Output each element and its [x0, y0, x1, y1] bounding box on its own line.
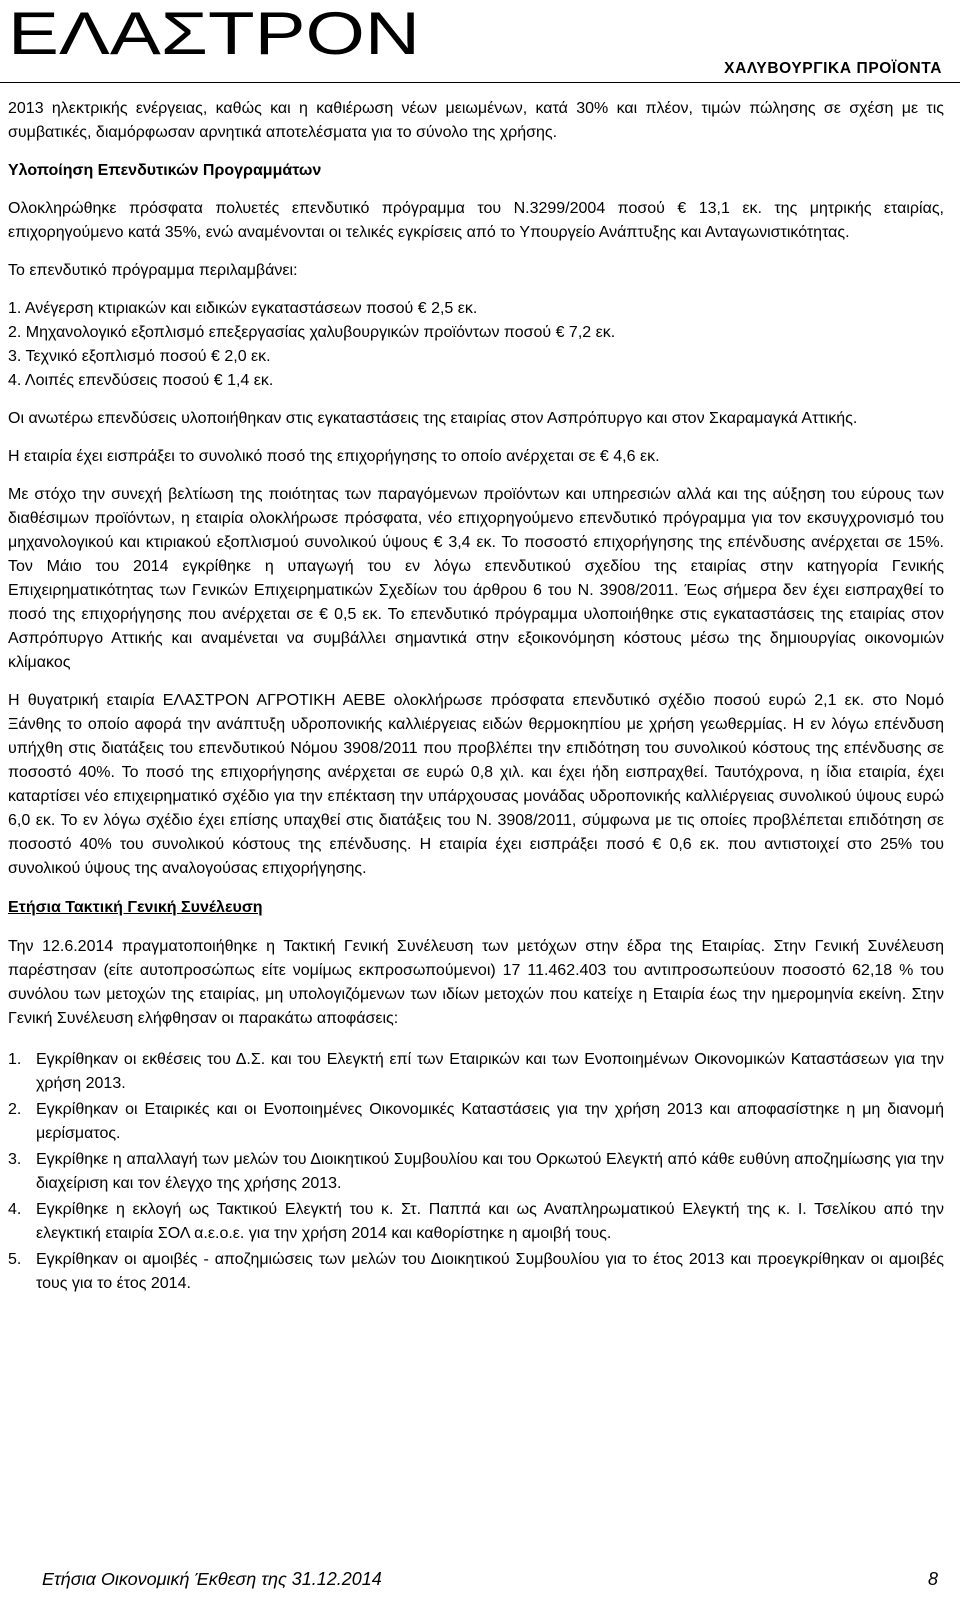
list-item: 4. Λοιπές επενδύσεις ποσού € 1,4 εκ.	[8, 372, 274, 389]
list-item: 3. Τεχνικό εξοπλισμό ποσού € 2,0 εκ.	[8, 348, 271, 365]
decision-number: 1.	[8, 1051, 22, 1068]
page-header	[0, 0, 960, 82]
agm-paragraph: Την 12.6.2014 πραγματοποιήθηκε η Τακτική Γενική Συνέλευση των μετόχων στην έδρα της Εταιρίας. Στην Γενική Συνέλευση παρέστησαν (είτε αυτοπροσώπως είτε νομίμως εκπροσωπούμενοι) 17 11.462.403 του αντιπροσωπεύουν ποσοστό 62,18 % του συνόλου των μετοχών της εταιρίας, μη υπολογιζόμενων των ιδίων μετοχών που κατείχε η Εταιρία έως την ημερομηνία εκείνη. Στην Γενική Συνέλευση ελήφθησαν οι παρακάτω αποφάσεις:	[8, 938, 944, 1027]
agm-heading: Ετήσια Τακτική Γενική Συνέλευση	[8, 899, 263, 916]
decision-item	[8, 1148, 944, 1196]
elastron-logo	[8, 4, 428, 60]
page-number: 8	[927, 1569, 938, 1589]
investments-paragraph-4: Με στόχο την συνεχή βελτίωση της ποιότητας των παραγόμενων προϊόντων και υπηρεσιών αλλά και της αύξηση του εύρους των διαθέσιμων προϊόντων, η εταιρία ολοκλήρωσε πρόσφατα, νέο επιχορηγούμενο επενδυτικό πρόγραμμα για τον εκσυγχρονισμό του μηχανολογικού και κτιριακού εξοπλισμού συνολικού ύψους € 3,4 εκ. Το ποσοστό επιχορήγησης της επένδυσης ανέρχεται σε 15%. Τον Μάιο του 2014 εγκρίθηκε η υπαγωγή του εν λόγω επενδυτικού σχεδίου της εταιρίας στην κατηγορία Γενικής Επιχειρηματικότητας των Γενικών Επιχειρηματικών Σχεδίων του άρθρου 6 του Ν. 3908/2011. Έως σήμερα δεν έχει εισπραχθεί το ποσό της επιχορήγησης που ανέρχεται σε € 0,5 εκ. Το επενδυτικό πρόγραμμα υλοποιήθηκε στις εγκαταστάσεις της εταιρίας στον Ασπρόπυργο Αττικής και αναμένεται να συμβάλλει σημαντικά στην εξοικονόμηση κόστους μέσω της δημιουργίας οικονομιών κλίμακος	[8, 486, 944, 671]
header-subtitle: ΧΑΛΥΒΟΥΡΓΙΚΑ ΠΡΟΪΟΝΤΑ	[724, 60, 942, 77]
investments-paragraph-2: Οι ανωτέρω επενδύσεις υλοποιήθηκαν στις εγκαταστάσεις της εταιρίας στον Ασπρόπυργο και στον Σκαραμαγκά Αττικής.	[8, 410, 858, 427]
investments-heading: Υλοποίηση Επενδυτικών Προγραμμάτων	[8, 162, 322, 179]
agm-decisions-list	[8, 1048, 944, 1296]
decision-text: Εγκρίθηκαν οι αμοιβές - αποζημιώσεις των μελών του Διοικητικού Συμβουλίου για το έτος 2013 και προεγκρίθηκαν οι αμοιβές τους για το έτος 2014.	[36, 1251, 944, 1292]
investments-paragraph-1: Ολοκληρώθηκε πρόσφατα πολυετές επενδυτικό πρόγραμμα του Ν.3299/2004 ποσού € 13,1 εκ. της μητρικής εταιρίας, επιχορηγούμενο κατά 35%, ενώ αναμένονται οι τελικές εγκρίσεις από το Υπουργείο Ανάπτυξης και Ανταγωνιστικότητας.	[8, 200, 944, 241]
decision-text: Εγκρίθηκαν οι Εταιρικές και οι Ενοποιημένες Οικονομικές Καταστάσεις για την χρήση 2013 και αποφασίστηκε η μη διανομή μερίσματος.	[36, 1101, 944, 1142]
investment-list-intro: Το επενδυτικό πρόγραμμα περιλαμβάνει:	[8, 262, 298, 279]
report-body	[8, 97, 944, 1298]
decision-number: 3.	[8, 1151, 22, 1168]
list-item: 2. Μηχανολογικό εξοπλισμό επεξεργασίας χαλυβουργικών προϊόντων ποσού € 7,2 εκ.	[8, 324, 616, 341]
footer-report-title: Ετήσια Οικονομική Έκθεση της 31.12.2014	[42, 1569, 382, 1589]
decision-item	[8, 1198, 944, 1246]
investments-paragraph-5: Η θυγατρική εταιρία ΕΛΑΣΤΡΟΝ ΑΓΡΟΤΙΚΗ ΑΕΒΕ ολοκλήρωσε πρόσφατα επενδυτικό σχέδιο ποσού ευρώ 2,1 εκ. στο Νομό Ξάνθης το οποίο αφορά την ανάπτυξη υδροπονικής καλλιέργειας ειδών θερμοκηπίου με χρήση γεωθερμίας. Η εν λόγω επένδυση υπήχθη στις διατάξεις του επενδυτικού Νόμου 3908/2011 που προβλέπει την επιδότηση του συνολικού κόστους της επένδυσης σε ποσοστό 40%. Το ποσό της επιχορήγησης ανέρχεται σε ευρώ 0,8 χιλ. και έχει ήδη εισπραχθεί. Ταυτόχρονα, η ίδια εταιρία, έχει καταρτίσει νέο επιχειρηματικό σχέδιο για την επέκταση την υπάρχουσας μονάδας υδροπονικής καλλιέργειας συνολικού ύψους ευρώ 6,0 εκ. Το εν λόγω σχέδιο έχει επίσης υπαχθεί στις διατάξεις του Ν. 3908/2011, σύμφωνα με τις οποίες προβλέπεται επιδότηση σε ποσοστό 40% του συνολικού κόστους της επένδυσης. Η εταιρία έχει εισπράξει ποσό € 0,6 εκ. που αντιστοιχεί στο 25% του συνολικού ύψους της αναλογούσας επιχορήγησης.	[8, 692, 944, 877]
decision-number: 2.	[8, 1101, 22, 1118]
decision-item	[8, 1248, 944, 1296]
decision-text: Εγκρίθηκε η απαλλαγή των μελών του Διοικητικού Συμβουλίου και του Ορκωτού Ελεγκτή από κάθε ευθύνη αποζημίωσης για την διαχείριση και τον έλεγχο της χρήσης 2013.	[36, 1151, 944, 1192]
decision-item	[8, 1048, 944, 1096]
decision-item	[8, 1098, 944, 1146]
list-item: 1. Ανέγερση κτιριακών και ειδικών εγκαταστάσεων ποσού € 2,5 εκ.	[8, 300, 478, 317]
decision-number: 4.	[8, 1201, 22, 1218]
investment-list	[8, 297, 944, 393]
decision-text: Εγκρίθηκαν οι εκθέσεις του Δ.Σ. και του Ελεγκτή επί των Εταιρικών και των Ενοποιημένων Οικονομικών Καταστάσεων για την χρήση 2013.	[36, 1051, 944, 1092]
logo-wordmark: ΕΛΑΣΤΡΟΝ	[8, 4, 421, 60]
decision-text: Εγκρίθηκε η εκλογή ως Τακτικού Ελεγκτή του κ. Στ. Παππά και ως Αναπληρωματικού Ελεγκτή της κ. Ι. Τσελίκου από την ελεγκτική εταιρία ΣΟΛ α.ε.ο.ε. για την χρήση 2014 και καθορίστηκε η αμοιβή τους.	[36, 1201, 944, 1242]
header-divider	[0, 82, 960, 83]
decision-number: 5.	[8, 1251, 22, 1268]
intro-paragraph: 2013 ηλεκτρικής ενέργειας, καθώς και η καθιέρωση νέων μειωμένων, κατά 30% και πλέον, τιμών πώλησης σε σχέση με τις συμβατικές, διαμόρφωσαν αρνητικά αποτελέσματα για το σύνολο της χρήσης.	[8, 100, 944, 141]
investments-paragraph-3: Η εταιρία έχει εισπράξει το συνολικό ποσό της επιχορήγησης το οποίο ανέρχεται σε € 4,6 εκ.	[8, 448, 660, 465]
